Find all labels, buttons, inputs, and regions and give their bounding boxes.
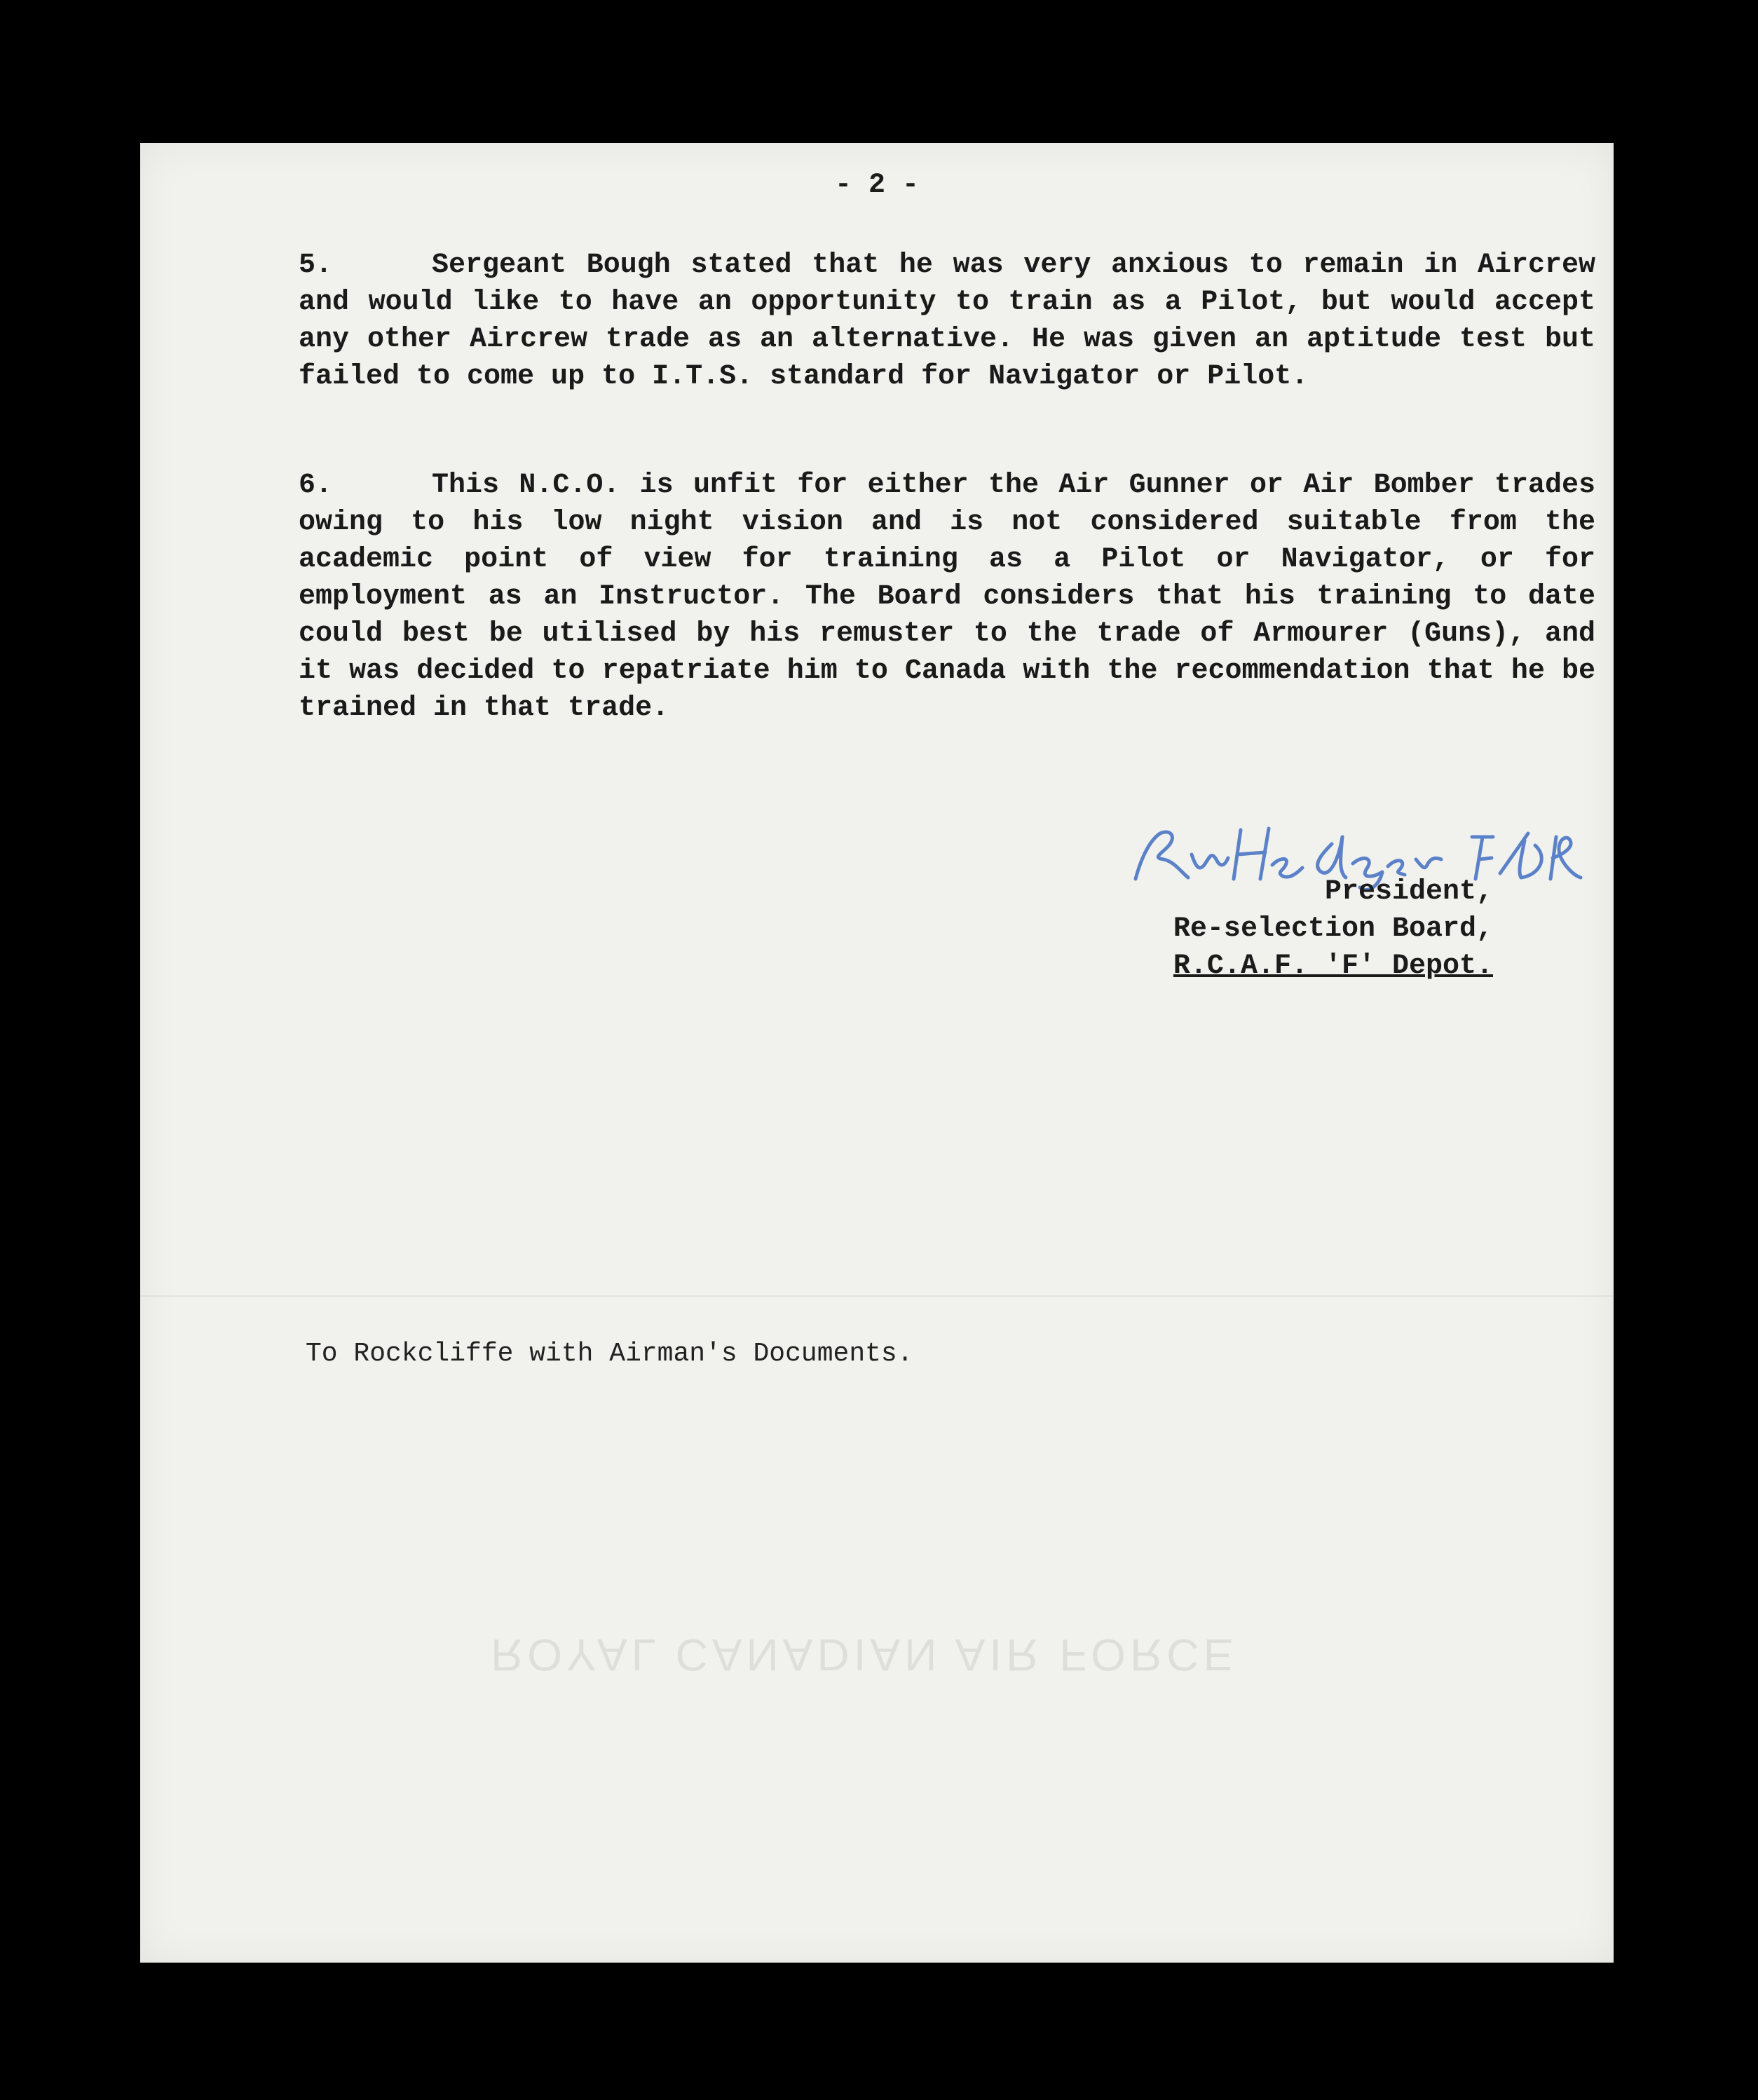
paragraph-6: [299, 467, 1595, 727]
paragraph-number: 5.: [299, 250, 333, 281]
paragraph-text: Sergeant Bough stated that he was very anxious to remain in Aircrew and would like to have an opportunity to train as a Pilot, but would accept any other Aircrew trade as an alternative. He was given an aptitude test but failed to come up to I.T.S. standard for Navigator or Pilot.: [299, 250, 1595, 393]
document-page: [140, 143, 1614, 1963]
paragraph-5: [299, 247, 1595, 395]
page-number: - 2 -: [834, 170, 920, 201]
paragraph-text: This N.C.O. is unfit for either the Air Gunner or Air Bomber trades owing to his low night vision and is not considered suitable from the academic point of view for training as a Pilot or Navigator, or for employment as an Instructor. The Board considers that his training to date could best be utilised by his remuster to the trade of Armourer (Guns), and it was decided to repatriate him to Canada with the recommendation that he be trained in that trade.: [299, 470, 1595, 724]
signature-block: [1072, 873, 1493, 985]
paragraph-number: 6.: [299, 470, 333, 501]
routing-note: To Rockcliffe with Airman's Documents.: [306, 1339, 913, 1369]
signatory-board: Re-selection Board,: [1173, 913, 1493, 945]
bleed-through-text: ROYAL CANADIAN AIR FORCE: [491, 1630, 1238, 1680]
signatory-unit: R.C.A.F. 'F' Depot.: [1173, 950, 1493, 982]
signatory-title: President,: [1324, 876, 1493, 908]
fold-line: [140, 1295, 1614, 1297]
